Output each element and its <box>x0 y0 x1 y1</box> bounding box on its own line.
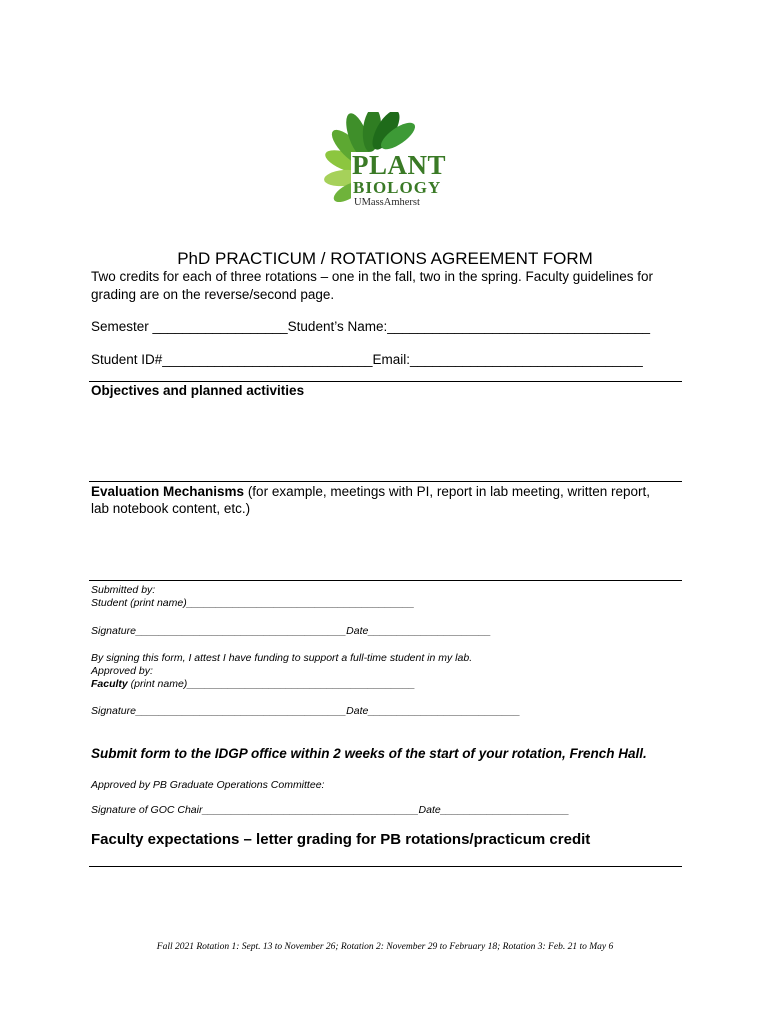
faculty-signature-line: Signature____________________________________Date__________________________ <box>91 705 521 717</box>
divider <box>89 580 682 581</box>
faculty-expectations-heading: Faculty expectations – letter grading for PB rotations/practicum credit <box>91 831 591 848</box>
goc-approved-label: Approved by PB Graduate Operations Committee: <box>91 779 325 791</box>
approved-by-label: Approved by: <box>91 665 153 677</box>
faculty-print-blank: (print name)_______________________________________ <box>127 678 416 690</box>
funding-attest: By signing this form, I attest I have funding to support a full-time student in my lab. <box>91 652 473 664</box>
logo-line-biology: BIOLOGY <box>353 178 442 197</box>
form-intro: Two credits for each of three rotations – one in the fall, two in the spring. Faculty guidelines for grading are on the reverse/second page. <box>91 269 654 302</box>
divider <box>89 866 682 867</box>
plant-biology-logo <box>318 112 446 214</box>
divider <box>89 381 682 382</box>
student-print-name-line: Student (print name)_______________________________________ <box>91 597 415 609</box>
student-signature-line: Signature____________________________________Date_____________________ <box>91 625 491 637</box>
faculty-print-name-line <box>91 678 415 691</box>
submit-instruction: Submit form to the IDGP office within 2 weeks of the start of your rotation, French Hall. <box>91 746 647 761</box>
objectives-heading: Objectives and planned activities <box>91 383 305 398</box>
evaluation-heading: Evaluation Mechanisms <box>91 484 245 499</box>
evaluation-note: (for example, meetings with PI, report in lab meeting, written report, <box>244 484 650 499</box>
logo-line-umass: UMassAmherst <box>354 197 420 208</box>
rotation-dates-footer: Fall 2021 Rotation 1: Sept. 13 to November 26; Rotation 2: November 29 to February 18; Rotation 3: Feb. 21 to May 6 <box>156 942 614 952</box>
logo-wordmark <box>352 152 446 209</box>
evaluation-line-1 <box>91 484 650 499</box>
student-id-email-line: Student ID#____________________________Email:_______________________________ <box>91 352 643 367</box>
faculty-label: Faculty <box>91 678 128 690</box>
submitted-by-label: Submitted by: <box>91 584 156 596</box>
form-title: PhD PRACTICUM / ROTATIONS AGREEMENT FORM <box>177 249 593 268</box>
semester-name-line: Semester __________________Student’s Name:___________________________________ <box>91 319 651 334</box>
logo-line-plant: PLANT <box>352 150 447 180</box>
evaluation-line-2: lab notebook content, etc.) <box>91 501 251 516</box>
goc-signature-line: Signature of GOC Chair_____________________________________Date______________________ <box>91 804 570 816</box>
divider <box>89 481 682 482</box>
